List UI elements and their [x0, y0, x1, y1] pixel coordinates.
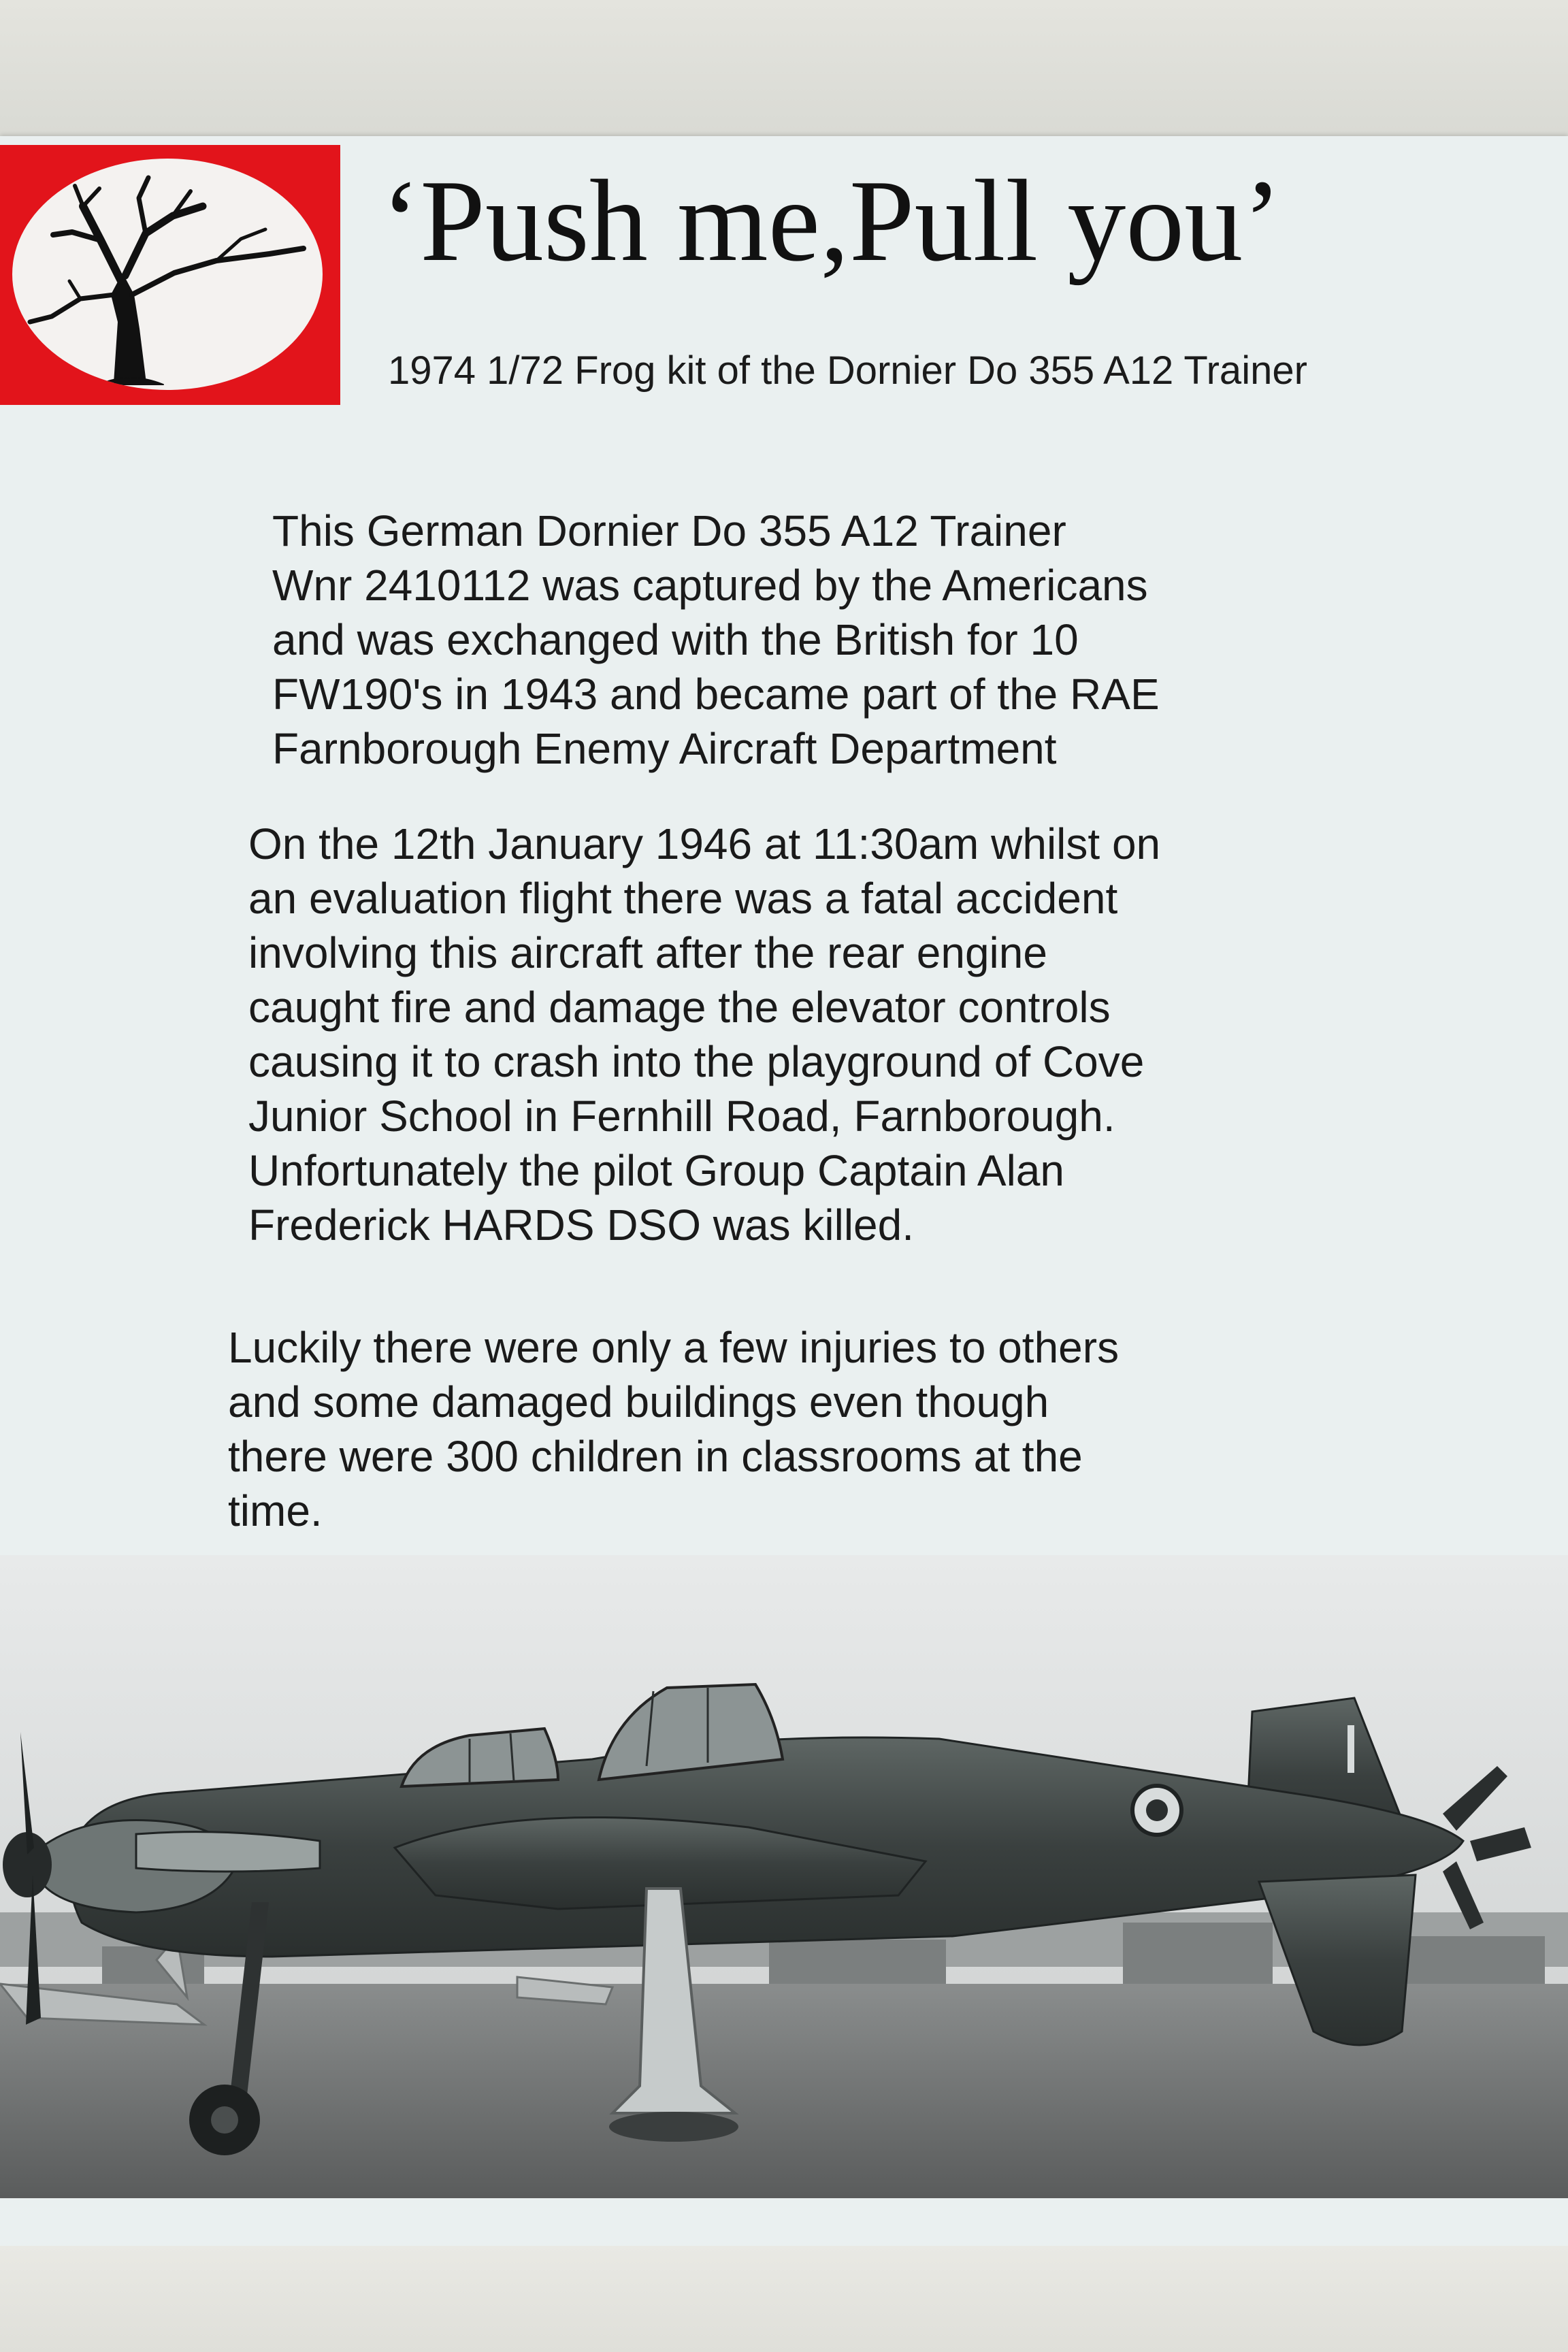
- paragraph-aftermath: Luckily there were only a few injuries to others and some damaged buildings even though there were 300 children in classrooms at the time.: [228, 1323, 1120, 1535]
- logo-circle: [12, 159, 323, 390]
- page-title: ‘Push me,Pull you’: [381, 157, 1282, 286]
- logo-badge: [0, 145, 340, 405]
- background-top: [0, 0, 1568, 136]
- bare-tree-icon: [12, 159, 323, 390]
- page-subtitle: 1974 1/72 Frog kit of the Dornier Do 355 A12 Trainer: [388, 348, 1307, 393]
- paragraph-history: This German Dornier Do 355 A12 Trainer Wnr 2410112 was captured by the Americans and was exchanged with the British for 10 FW190's in 1943 and became part of the RAE Farnborough Enemy Aircraft Department: [272, 506, 1160, 773]
- twin-prop-aircraft-photo: [0, 1555, 1568, 2198]
- background-bottom: [0, 2246, 1568, 2352]
- paragraph-accident: On the 12th January 1946 at 11:30am whilst on an evaluation flight there was a fatal accident involving this aircraft after the rear engine caught fire and damage the elevator controls causing it to crash into the playground of Cove Junior School in Fernhill Road, Farnborough. Unfortunately the pilot Group Captain Alan Frederick HARDS DSO was killed.: [248, 819, 1161, 1250]
- aircraft-photo: [0, 1555, 1568, 2198]
